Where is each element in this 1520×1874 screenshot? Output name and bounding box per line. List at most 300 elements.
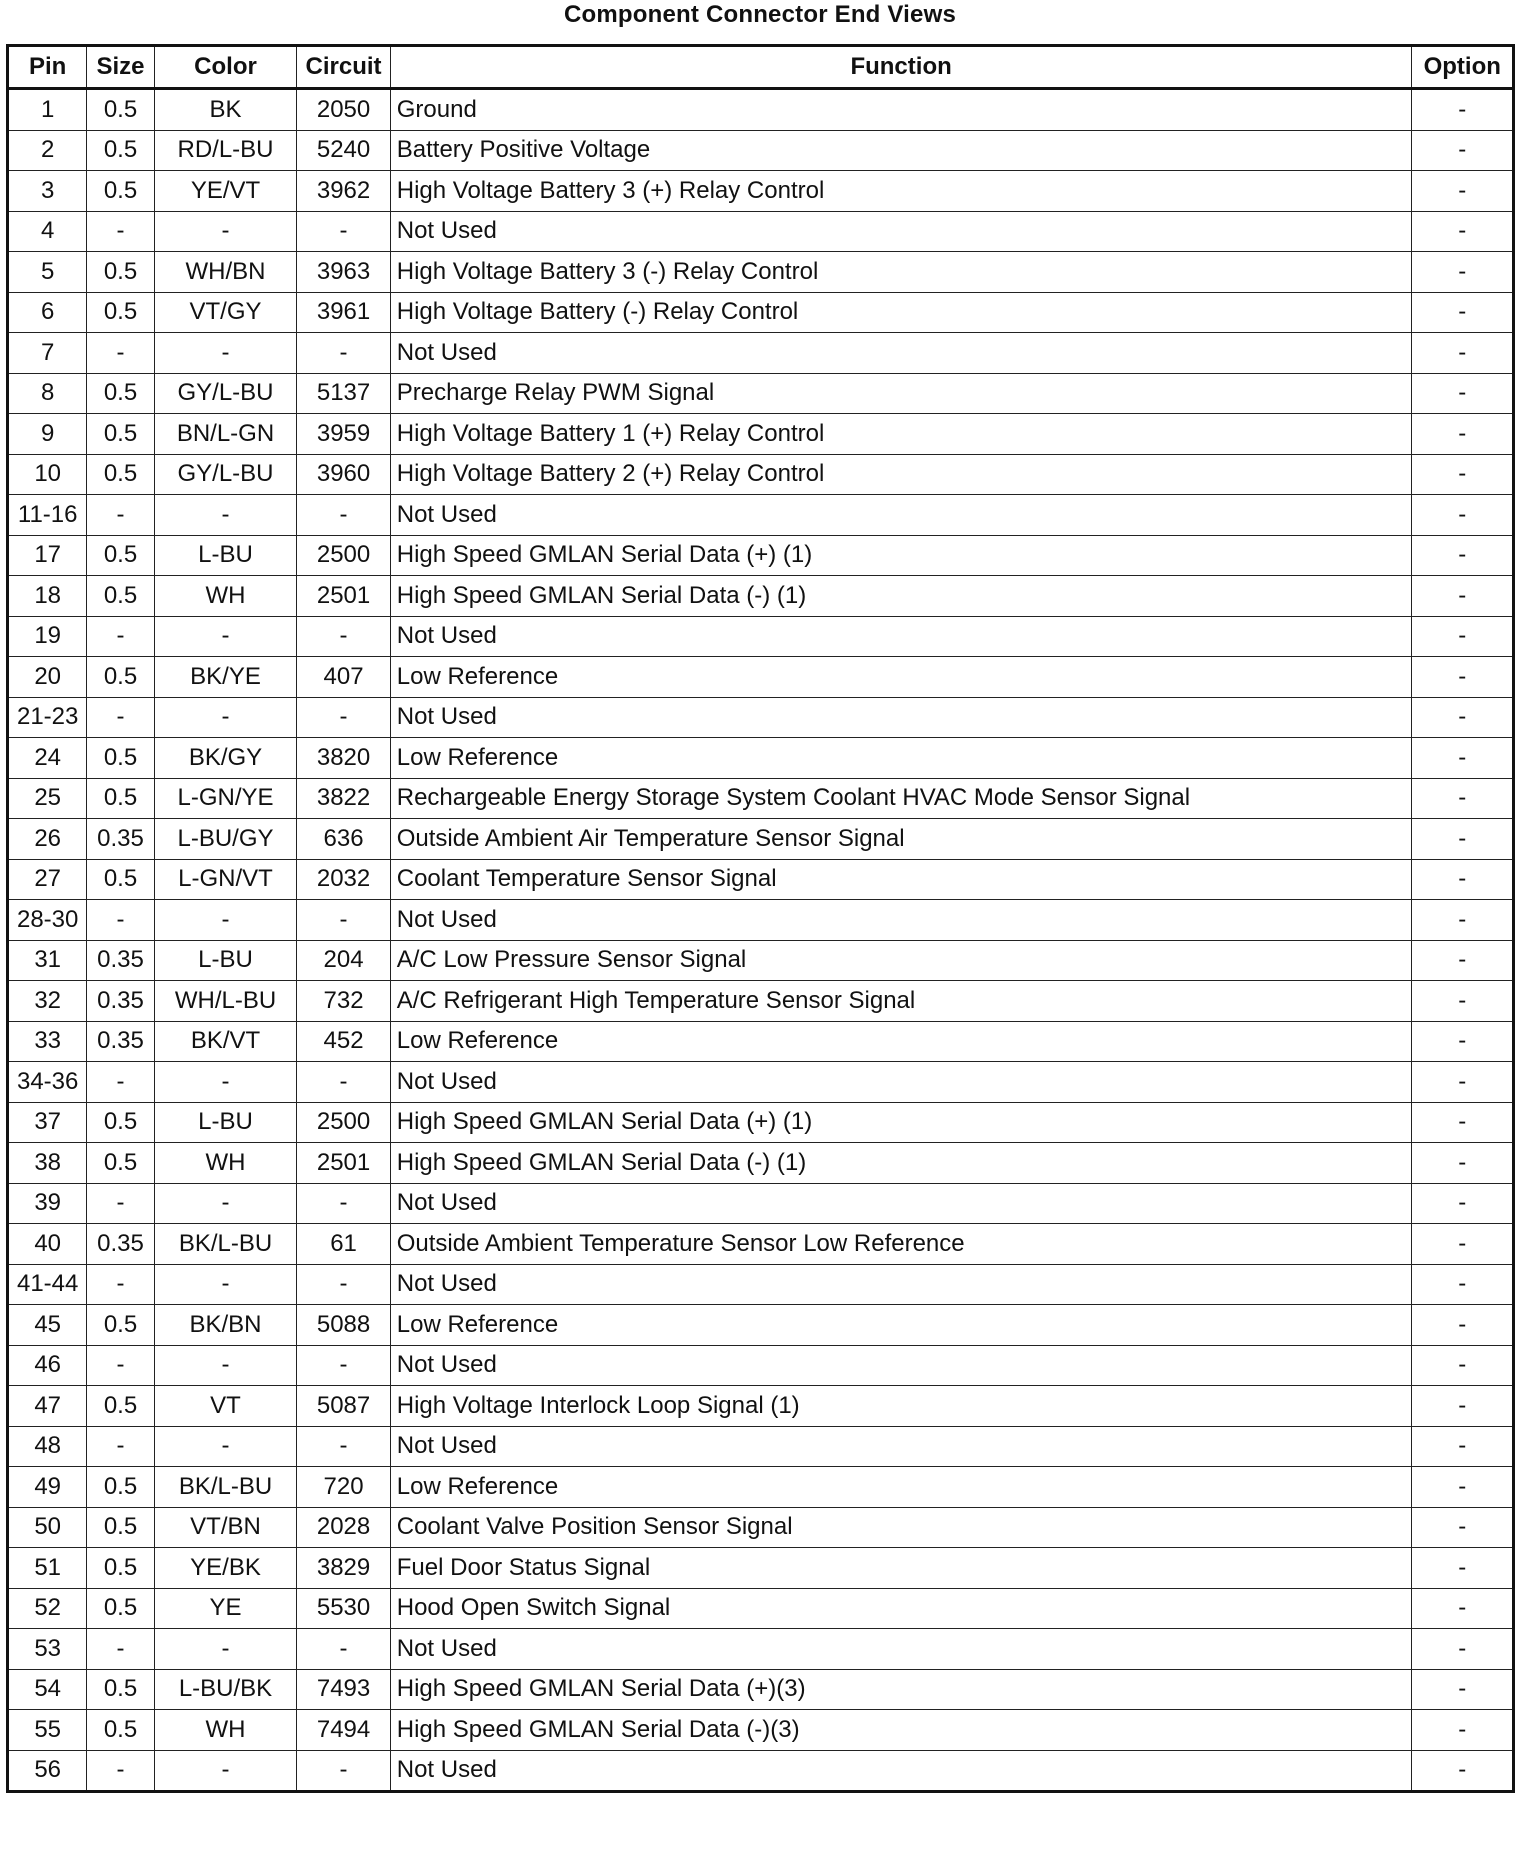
- color-cell: -: [154, 697, 297, 738]
- color-cell: L-GN/YE: [154, 778, 297, 819]
- table-row: [8, 1183, 1514, 1224]
- pin-cell: 55: [8, 1710, 87, 1751]
- color-cell: VT: [154, 1386, 297, 1427]
- circuit-cell: 5087: [297, 1386, 390, 1427]
- function-cell: High Speed GMLAN Serial Data (+)(3): [390, 1669, 1412, 1710]
- color-cell: L-BU/GY: [154, 819, 297, 860]
- pin-cell: 10: [8, 454, 87, 495]
- color-cell: L-GN/VT: [154, 859, 297, 900]
- size-cell: 0.35: [87, 819, 154, 860]
- color-cell: -: [154, 1629, 297, 1670]
- function-cell: Low Reference: [390, 657, 1412, 698]
- circuit-cell: -: [297, 1345, 390, 1386]
- option-cell: -: [1412, 211, 1514, 252]
- color-cell: YE/BK: [154, 1548, 297, 1589]
- table-row: [8, 252, 1514, 293]
- size-cell: -: [87, 1345, 154, 1386]
- pin-cell: 9: [8, 414, 87, 455]
- circuit-cell: 2032: [297, 859, 390, 900]
- option-cell: -: [1412, 1750, 1514, 1792]
- circuit-cell: 407: [297, 657, 390, 698]
- color-cell: BK/VT: [154, 1021, 297, 1062]
- circuit-cell: -: [297, 1264, 390, 1305]
- option-cell: -: [1412, 981, 1514, 1022]
- option-cell: -: [1412, 697, 1514, 738]
- pin-cell: 49: [8, 1467, 87, 1508]
- color-cell: GY/L-BU: [154, 454, 297, 495]
- function-cell: High Speed GMLAN Serial Data (-) (1): [390, 576, 1412, 617]
- circuit-cell: 3961: [297, 292, 390, 333]
- table-row: [8, 1345, 1514, 1386]
- option-cell: -: [1412, 1305, 1514, 1346]
- table-row: [8, 333, 1514, 374]
- size-cell: 0.5: [87, 292, 154, 333]
- circuit-cell: -: [297, 1629, 390, 1670]
- size-cell: 0.5: [87, 1143, 154, 1184]
- table-row: [8, 535, 1514, 576]
- pin-cell: 33: [8, 1021, 87, 1062]
- function-cell: Not Used: [390, 333, 1412, 374]
- table-row: [8, 1102, 1514, 1143]
- size-cell: 0.5: [87, 738, 154, 779]
- circuit-cell: -: [297, 697, 390, 738]
- option-cell: -: [1412, 414, 1514, 455]
- function-cell: High Speed GMLAN Serial Data (-)(3): [390, 1710, 1412, 1751]
- function-cell: Not Used: [390, 1629, 1412, 1670]
- pin-cell: 18: [8, 576, 87, 617]
- color-cell: -: [154, 1062, 297, 1103]
- size-cell: -: [87, 1183, 154, 1224]
- circuit-cell: -: [297, 1426, 390, 1467]
- size-cell: 0.5: [87, 1102, 154, 1143]
- table-row: [8, 1548, 1514, 1589]
- table-row: [8, 1062, 1514, 1103]
- color-cell: -: [154, 1264, 297, 1305]
- color-cell: -: [154, 616, 297, 657]
- table-row: [8, 1264, 1514, 1305]
- pin-cell: 28-30: [8, 900, 87, 941]
- pin-cell: 21-23: [8, 697, 87, 738]
- function-cell: Low Reference: [390, 738, 1412, 779]
- size-cell: 0.5: [87, 130, 154, 171]
- size-cell: -: [87, 1062, 154, 1103]
- pin-cell: 3: [8, 171, 87, 212]
- pin-cell: 11-16: [8, 495, 87, 536]
- table-row: [8, 171, 1514, 212]
- circuit-cell: 732: [297, 981, 390, 1022]
- function-cell: Not Used: [390, 495, 1412, 536]
- table-row: [8, 981, 1514, 1022]
- circuit-cell: 3960: [297, 454, 390, 495]
- pin-cell: 2: [8, 130, 87, 171]
- option-cell: -: [1412, 859, 1514, 900]
- color-cell: L-BU: [154, 535, 297, 576]
- function-cell: High Voltage Battery 1 (+) Relay Control: [390, 414, 1412, 455]
- pin-cell: 40: [8, 1224, 87, 1265]
- pin-cell: 17: [8, 535, 87, 576]
- option-cell: -: [1412, 778, 1514, 819]
- connector-pin-table: [6, 44, 1515, 1793]
- color-cell: BK/GY: [154, 738, 297, 779]
- table-row: [8, 373, 1514, 414]
- option-cell: -: [1412, 1062, 1514, 1103]
- option-cell: -: [1412, 1021, 1514, 1062]
- size-cell: -: [87, 697, 154, 738]
- pin-cell: 50: [8, 1507, 87, 1548]
- column-header-size: Size: [87, 46, 154, 89]
- table-row: [8, 130, 1514, 171]
- pin-cell: 48: [8, 1426, 87, 1467]
- function-cell: Not Used: [390, 1750, 1412, 1792]
- size-cell: 0.35: [87, 981, 154, 1022]
- table-row: [8, 211, 1514, 252]
- pin-cell: 38: [8, 1143, 87, 1184]
- table-row: [8, 495, 1514, 536]
- size-cell: 0.5: [87, 414, 154, 455]
- function-cell: Not Used: [390, 900, 1412, 941]
- function-cell: High Voltage Battery 3 (-) Relay Control: [390, 252, 1412, 293]
- function-cell: Not Used: [390, 1345, 1412, 1386]
- option-cell: -: [1412, 1588, 1514, 1629]
- color-cell: BK: [154, 89, 297, 131]
- function-cell: Precharge Relay PWM Signal: [390, 373, 1412, 414]
- table-row: [8, 697, 1514, 738]
- size-cell: 0.5: [87, 1305, 154, 1346]
- color-cell: BN/L-GN: [154, 414, 297, 455]
- option-cell: -: [1412, 1426, 1514, 1467]
- circuit-cell: 2500: [297, 535, 390, 576]
- size-cell: 0.35: [87, 1224, 154, 1265]
- circuit-cell: 3829: [297, 1548, 390, 1589]
- size-cell: 0.5: [87, 89, 154, 131]
- function-cell: High Speed GMLAN Serial Data (+) (1): [390, 1102, 1412, 1143]
- table-row: [8, 1588, 1514, 1629]
- option-cell: -: [1412, 1467, 1514, 1508]
- table-row: [8, 89, 1514, 131]
- color-cell: YE: [154, 1588, 297, 1629]
- size-cell: 0.5: [87, 1669, 154, 1710]
- pin-cell: 54: [8, 1669, 87, 1710]
- color-cell: BK/L-BU: [154, 1467, 297, 1508]
- size-cell: -: [87, 1629, 154, 1670]
- circuit-cell: -: [297, 495, 390, 536]
- column-header-circuit: Circuit: [297, 46, 390, 89]
- table-row: [8, 778, 1514, 819]
- pin-cell: 25: [8, 778, 87, 819]
- circuit-cell: 636: [297, 819, 390, 860]
- function-cell: Low Reference: [390, 1467, 1412, 1508]
- function-cell: High Speed GMLAN Serial Data (+) (1): [390, 535, 1412, 576]
- function-cell: Battery Positive Voltage: [390, 130, 1412, 171]
- option-cell: -: [1412, 738, 1514, 779]
- option-cell: -: [1412, 1345, 1514, 1386]
- size-cell: 0.5: [87, 1548, 154, 1589]
- circuit-cell: 5240: [297, 130, 390, 171]
- size-cell: -: [87, 900, 154, 941]
- option-cell: -: [1412, 292, 1514, 333]
- function-cell: High Speed GMLAN Serial Data (-) (1): [390, 1143, 1412, 1184]
- color-cell: WH: [154, 1143, 297, 1184]
- color-cell: BK/YE: [154, 657, 297, 698]
- circuit-cell: -: [297, 1062, 390, 1103]
- circuit-cell: 3820: [297, 738, 390, 779]
- pin-cell: 6: [8, 292, 87, 333]
- size-cell: 0.5: [87, 1710, 154, 1751]
- size-cell: 0.5: [87, 535, 154, 576]
- option-cell: -: [1412, 616, 1514, 657]
- table-row: [8, 1305, 1514, 1346]
- pin-cell: 24: [8, 738, 87, 779]
- circuit-cell: -: [297, 333, 390, 374]
- color-cell: WH/BN: [154, 252, 297, 293]
- circuit-cell: 3959: [297, 414, 390, 455]
- function-cell: Not Used: [390, 1264, 1412, 1305]
- color-cell: -: [154, 1183, 297, 1224]
- function-cell: Ground: [390, 89, 1412, 131]
- pin-cell: 45: [8, 1305, 87, 1346]
- option-cell: -: [1412, 1710, 1514, 1751]
- pin-cell: 19: [8, 616, 87, 657]
- color-cell: GY/L-BU: [154, 373, 297, 414]
- table-row: [8, 1710, 1514, 1751]
- color-cell: YE/VT: [154, 171, 297, 212]
- pin-cell: 46: [8, 1345, 87, 1386]
- function-cell: Not Used: [390, 1062, 1412, 1103]
- circuit-cell: 2500: [297, 1102, 390, 1143]
- table-row: [8, 1386, 1514, 1427]
- color-cell: RD/L-BU: [154, 130, 297, 171]
- table-row: [8, 1629, 1514, 1670]
- table-row: [8, 900, 1514, 941]
- pin-cell: 39: [8, 1183, 87, 1224]
- function-cell: High Voltage Battery 3 (+) Relay Control: [390, 171, 1412, 212]
- color-cell: L-BU: [154, 1102, 297, 1143]
- column-header-pin: Pin: [8, 46, 87, 89]
- color-cell: -: [154, 1750, 297, 1792]
- option-cell: -: [1412, 1143, 1514, 1184]
- option-cell: -: [1412, 1629, 1514, 1670]
- color-cell: WH: [154, 576, 297, 617]
- function-cell: Outside Ambient Temperature Sensor Low Reference: [390, 1224, 1412, 1265]
- circuit-cell: 5137: [297, 373, 390, 414]
- function-cell: High Voltage Interlock Loop Signal (1): [390, 1386, 1412, 1427]
- table-row: [8, 1021, 1514, 1062]
- option-cell: -: [1412, 1386, 1514, 1427]
- circuit-cell: 7494: [297, 1710, 390, 1751]
- function-cell: Not Used: [390, 211, 1412, 252]
- option-cell: -: [1412, 252, 1514, 293]
- option-cell: -: [1412, 89, 1514, 131]
- column-header-function: Function: [390, 46, 1412, 89]
- pin-cell: 31: [8, 940, 87, 981]
- table-row: [8, 1750, 1514, 1792]
- table-row: [8, 657, 1514, 698]
- function-cell: A/C Refrigerant High Temperature Sensor Signal: [390, 981, 1412, 1022]
- option-cell: -: [1412, 495, 1514, 536]
- pin-cell: 56: [8, 1750, 87, 1792]
- option-cell: -: [1412, 657, 1514, 698]
- table-row: [8, 819, 1514, 860]
- pin-cell: 52: [8, 1588, 87, 1629]
- color-cell: WH: [154, 1710, 297, 1751]
- table-row: [8, 576, 1514, 617]
- circuit-cell: 2028: [297, 1507, 390, 1548]
- table-header-row: [8, 46, 1514, 89]
- table-row: [8, 1467, 1514, 1508]
- function-cell: Outside Ambient Air Temperature Sensor Signal: [390, 819, 1412, 860]
- size-cell: 0.35: [87, 940, 154, 981]
- pin-cell: 1: [8, 89, 87, 131]
- pin-cell: 27: [8, 859, 87, 900]
- circuit-cell: 5088: [297, 1305, 390, 1346]
- option-cell: -: [1412, 576, 1514, 617]
- option-cell: -: [1412, 1507, 1514, 1548]
- size-cell: 0.5: [87, 1386, 154, 1427]
- function-cell: Not Used: [390, 1426, 1412, 1467]
- color-cell: -: [154, 900, 297, 941]
- option-cell: -: [1412, 1264, 1514, 1305]
- circuit-cell: -: [297, 1750, 390, 1792]
- option-cell: -: [1412, 1669, 1514, 1710]
- circuit-cell: 2050: [297, 89, 390, 131]
- function-cell: Not Used: [390, 1183, 1412, 1224]
- size-cell: -: [87, 495, 154, 536]
- table-row: [8, 1224, 1514, 1265]
- table-body: [8, 89, 1514, 1792]
- circuit-cell: -: [297, 616, 390, 657]
- table-row: [8, 940, 1514, 981]
- pin-cell: 20: [8, 657, 87, 698]
- function-cell: Not Used: [390, 616, 1412, 657]
- table-row: [8, 414, 1514, 455]
- function-cell: Rechargeable Energy Storage System Coolant HVAC Mode Sensor Signal: [390, 778, 1412, 819]
- size-cell: -: [87, 616, 154, 657]
- table-row: [8, 738, 1514, 779]
- size-cell: 0.5: [87, 252, 154, 293]
- pin-cell: 4: [8, 211, 87, 252]
- color-cell: BK/L-BU: [154, 1224, 297, 1265]
- circuit-cell: -: [297, 900, 390, 941]
- table-row: [8, 1426, 1514, 1467]
- table-row: [8, 1143, 1514, 1184]
- option-cell: -: [1412, 1548, 1514, 1589]
- pin-cell: 7: [8, 333, 87, 374]
- option-cell: -: [1412, 1183, 1514, 1224]
- function-cell: Low Reference: [390, 1305, 1412, 1346]
- size-cell: -: [87, 211, 154, 252]
- table-row: [8, 1507, 1514, 1548]
- size-cell: 0.5: [87, 1467, 154, 1508]
- size-cell: 0.5: [87, 859, 154, 900]
- option-cell: -: [1412, 454, 1514, 495]
- option-cell: -: [1412, 1224, 1514, 1265]
- pin-cell: 34-36: [8, 1062, 87, 1103]
- color-cell: L-BU: [154, 940, 297, 981]
- circuit-cell: 3822: [297, 778, 390, 819]
- pin-cell: 5: [8, 252, 87, 293]
- circuit-cell: 7493: [297, 1669, 390, 1710]
- circuit-cell: 452: [297, 1021, 390, 1062]
- size-cell: -: [87, 1264, 154, 1305]
- size-cell: 0.5: [87, 1507, 154, 1548]
- circuit-cell: 2501: [297, 576, 390, 617]
- circuit-cell: 3963: [297, 252, 390, 293]
- option-cell: -: [1412, 130, 1514, 171]
- option-cell: -: [1412, 333, 1514, 374]
- circuit-cell: -: [297, 211, 390, 252]
- option-cell: -: [1412, 1102, 1514, 1143]
- color-cell: -: [154, 1345, 297, 1386]
- circuit-cell: 2501: [297, 1143, 390, 1184]
- pin-cell: 41-44: [8, 1264, 87, 1305]
- function-cell: A/C Low Pressure Sensor Signal: [390, 940, 1412, 981]
- column-header-color: Color: [154, 46, 297, 89]
- page-title: Component Connector End Views: [563, 1, 957, 28]
- pin-cell: 37: [8, 1102, 87, 1143]
- size-cell: -: [87, 1750, 154, 1792]
- color-cell: WH/L-BU: [154, 981, 297, 1022]
- size-cell: 0.5: [87, 657, 154, 698]
- circuit-cell: 3962: [297, 171, 390, 212]
- pin-cell: 32: [8, 981, 87, 1022]
- function-cell: Coolant Temperature Sensor Signal: [390, 859, 1412, 900]
- circuit-cell: 61: [297, 1224, 390, 1265]
- function-cell: Coolant Valve Position Sensor Signal: [390, 1507, 1412, 1548]
- option-cell: -: [1412, 940, 1514, 981]
- circuit-cell: 204: [297, 940, 390, 981]
- pin-cell: 47: [8, 1386, 87, 1427]
- pin-cell: 8: [8, 373, 87, 414]
- pin-cell: 51: [8, 1548, 87, 1589]
- function-cell: High Voltage Battery (-) Relay Control: [390, 292, 1412, 333]
- column-header-option: Option: [1412, 46, 1514, 89]
- size-cell: 0.5: [87, 576, 154, 617]
- option-cell: -: [1412, 171, 1514, 212]
- function-cell: High Voltage Battery 2 (+) Relay Control: [390, 454, 1412, 495]
- pin-cell: 53: [8, 1629, 87, 1670]
- color-cell: BK/BN: [154, 1305, 297, 1346]
- size-cell: 0.5: [87, 171, 154, 212]
- table-row: [8, 859, 1514, 900]
- size-cell: 0.5: [87, 1588, 154, 1629]
- option-cell: -: [1412, 535, 1514, 576]
- size-cell: 0.5: [87, 373, 154, 414]
- size-cell: -: [87, 333, 154, 374]
- function-cell: Hood Open Switch Signal: [390, 1588, 1412, 1629]
- option-cell: -: [1412, 373, 1514, 414]
- pin-cell: 26: [8, 819, 87, 860]
- circuit-cell: 720: [297, 1467, 390, 1508]
- circuit-cell: -: [297, 1183, 390, 1224]
- option-cell: -: [1412, 900, 1514, 941]
- table-row: [8, 616, 1514, 657]
- color-cell: L-BU/BK: [154, 1669, 297, 1710]
- color-cell: VT/GY: [154, 292, 297, 333]
- table-row: [8, 1669, 1514, 1710]
- color-cell: -: [154, 211, 297, 252]
- option-cell: -: [1412, 819, 1514, 860]
- function-cell: Not Used: [390, 697, 1412, 738]
- color-cell: -: [154, 1426, 297, 1467]
- color-cell: -: [154, 333, 297, 374]
- circuit-cell: 5530: [297, 1588, 390, 1629]
- size-cell: 0.5: [87, 778, 154, 819]
- function-cell: Low Reference: [390, 1021, 1412, 1062]
- size-cell: 0.35: [87, 1021, 154, 1062]
- table-row: [8, 292, 1514, 333]
- size-cell: 0.5: [87, 454, 154, 495]
- function-cell: Fuel Door Status Signal: [390, 1548, 1412, 1589]
